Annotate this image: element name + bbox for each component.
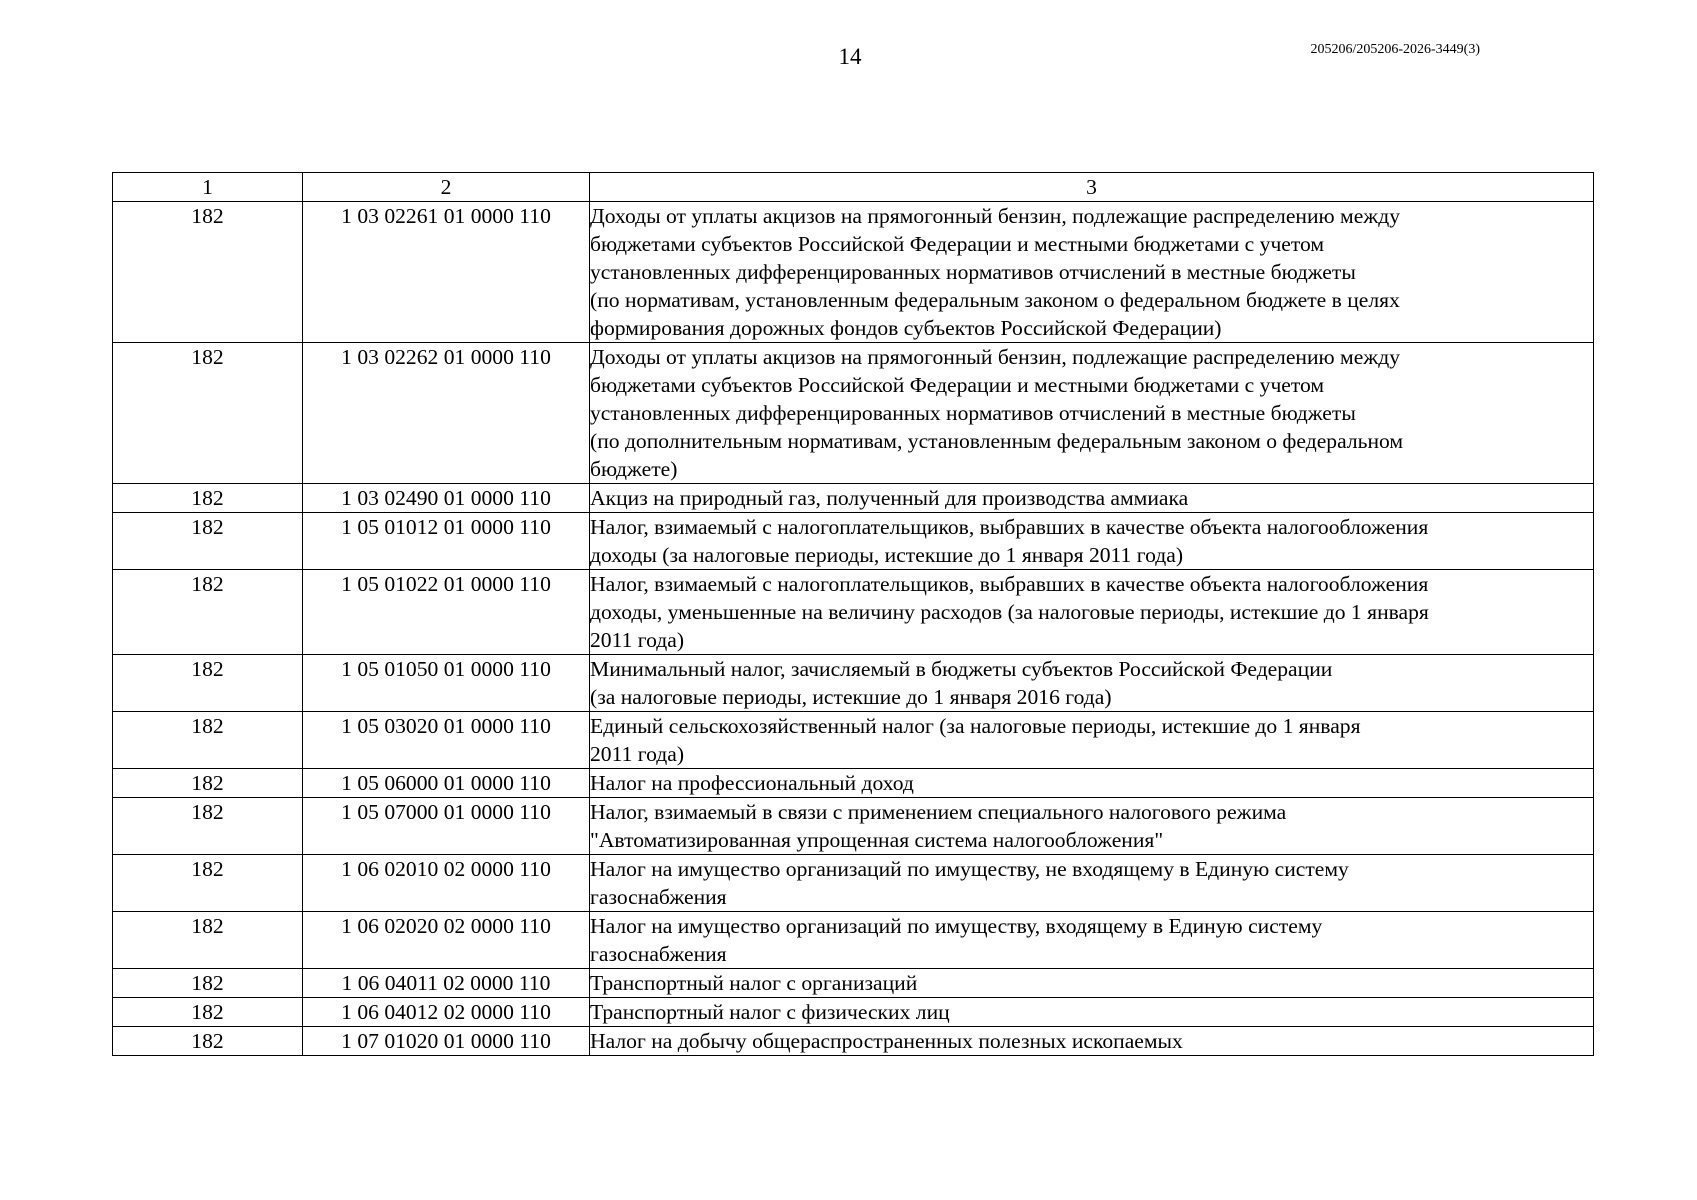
description-line: Налог, взимаемый с налогоплательщиков, выбравших в качестве объекта налогообложения (590, 515, 1429, 539)
admin-code-cell: 182 (113, 855, 303, 912)
budget-code-cell: 1 05 07000 01 0000 110 (303, 798, 590, 855)
description-line: Налог на добычу общераспространенных полезных ископаемых (590, 1029, 1183, 1053)
description-line: Налог на имущество организаций по имуществу, не входящему в Единую систему (590, 857, 1349, 881)
description-cell (590, 798, 1594, 855)
description-cell (590, 570, 1594, 655)
description-cell (590, 912, 1594, 969)
table-row (113, 484, 1594, 513)
admin-code-cell: 182 (113, 484, 303, 513)
admin-code-cell: 182 (113, 202, 303, 343)
table-row (113, 202, 1594, 343)
budget-code-cell: 1 06 04012 02 0000 110 (303, 998, 590, 1027)
table-row (113, 343, 1594, 484)
description-line: Доходы от уплаты акцизов на прямогонный бензин, подлежащие распределению между (590, 204, 1401, 228)
description-line: доходы (за налоговые периоды, истекшие до 1 января 2011 года) (590, 543, 1184, 567)
budget-code-cell: 1 05 01050 01 0000 110 (303, 655, 590, 712)
description-line: Единый сельскохозяйственный налог (за налоговые периоды, истекшие до 1 января (590, 714, 1361, 738)
table-row (113, 912, 1594, 969)
admin-code-cell: 182 (113, 570, 303, 655)
description-cell (590, 712, 1594, 769)
table-row (113, 712, 1594, 769)
admin-code-cell: 182 (113, 1027, 303, 1056)
header-cell-1: 1 (113, 173, 303, 202)
budget-code-cell: 1 06 02010 02 0000 110 (303, 855, 590, 912)
budget-code-cell: 1 07 01020 01 0000 110 (303, 1027, 590, 1056)
admin-code-cell: 182 (113, 513, 303, 570)
description-line: (по нормативам, установленным федеральным законом о федеральном бюджете в целях (590, 288, 1400, 312)
budget-code-cell: 1 06 02020 02 0000 110 (303, 912, 590, 969)
table-row (113, 513, 1594, 570)
page-number: 14 (838, 44, 862, 69)
description-cell (590, 655, 1594, 712)
budget-code-cell: 1 05 01022 01 0000 110 (303, 570, 590, 655)
admin-code-cell: 182 (113, 769, 303, 798)
header-cell-2: 2 (303, 173, 590, 202)
description-line: установленных дифференцированных нормативов отчислений в местные бюджеты (590, 401, 1356, 425)
table-row (113, 570, 1594, 655)
budget-code-cell: 1 05 06000 01 0000 110 (303, 769, 590, 798)
admin-code-cell: 182 (113, 343, 303, 484)
admin-code-cell: 182 (113, 712, 303, 769)
description-line: (за налоговые периоды, истекшие до 1 января 2016 года) (590, 685, 1112, 709)
table-row (113, 769, 1594, 798)
description-line: 2011 года) (590, 628, 685, 652)
description-line: Минимальный налог, зачисляемый в бюджеты субъектов Российской Федерации (590, 657, 1333, 681)
description-line: газоснабжения (590, 942, 727, 966)
description-line: Транспортный налог с физических лиц (590, 1000, 950, 1024)
description-line: бюджетами субъектов Российской Федерации и местными бюджетами с учетом (590, 373, 1325, 397)
table-row (113, 998, 1594, 1027)
description-line: "Автоматизированная упрощенная система налогообложения" (590, 828, 1164, 852)
description-line: установленных дифференцированных нормативов отчислений в местные бюджеты (590, 260, 1356, 284)
description-cell (590, 855, 1594, 912)
table-body (113, 173, 1594, 1056)
description-cell (590, 1027, 1594, 1056)
admin-code-cell: 182 (113, 969, 303, 998)
description-line: Налог, взимаемый с налогоплательщиков, выбравших в качестве объекта налогообложения (590, 572, 1429, 596)
description-line: доходы, уменьшенные на величину расходов (за налоговые периоды, истекшие до 1 января (590, 600, 1429, 624)
budget-code-cell: 1 03 02261 01 0000 110 (303, 202, 590, 343)
description-line: газоснабжения (590, 885, 727, 909)
description-line: формирования дорожных фондов субъектов Российской Федерации) (590, 316, 1222, 340)
admin-code-cell: 182 (113, 998, 303, 1027)
description-cell (590, 769, 1594, 798)
description-line: Доходы от уплаты акцизов на прямогонный бензин, подлежащие распределению между (590, 345, 1401, 369)
description-line: бюджетами субъектов Российской Федерации и местными бюджетами с учетом (590, 232, 1325, 256)
description-cell (590, 998, 1594, 1027)
table-row (113, 655, 1594, 712)
description-line: Налог на имущество организаций по имуществу, входящему в Единую систему (590, 914, 1323, 938)
table-row (113, 855, 1594, 912)
description-line: бюджете) (590, 457, 678, 481)
table-header-row (113, 173, 1594, 202)
budget-code-cell: 1 03 02262 01 0000 110 (303, 343, 590, 484)
budget-code-cell: 1 05 03020 01 0000 110 (303, 712, 590, 769)
budget-code-cell: 1 03 02490 01 0000 110 (303, 484, 590, 513)
description-line: Налог на профессиональный доход (590, 771, 914, 795)
description-line: Транспортный налог с организаций (590, 971, 918, 995)
budget-codes-table (112, 172, 1594, 1056)
header-cell-3: 3 (590, 173, 1594, 202)
table-row (113, 969, 1594, 998)
description-line: (по дополнительным нормативам, установленным федеральным законом о федеральном (590, 429, 1404, 453)
description-line: Налог, взимаемый в связи с применением специального налогового режима (590, 800, 1287, 824)
description-cell (590, 202, 1594, 343)
admin-code-cell: 182 (113, 798, 303, 855)
table-row (113, 798, 1594, 855)
admin-code-cell: 182 (113, 655, 303, 712)
budget-code-cell: 1 06 04011 02 0000 110 (303, 969, 590, 998)
description-cell (590, 513, 1594, 570)
description-cell (590, 343, 1594, 484)
description-cell (590, 969, 1594, 998)
description-line: 2011 года) (590, 742, 685, 766)
budget-code-cell: 1 05 01012 01 0000 110 (303, 513, 590, 570)
admin-code-cell: 182 (113, 912, 303, 969)
table-row (113, 1027, 1594, 1056)
document-id: 205206/205206-2026-3449(3) (1310, 42, 1480, 57)
description-cell (590, 484, 1594, 513)
description-line: Акциз на природный газ, полученный для производства аммиака (590, 486, 1189, 510)
